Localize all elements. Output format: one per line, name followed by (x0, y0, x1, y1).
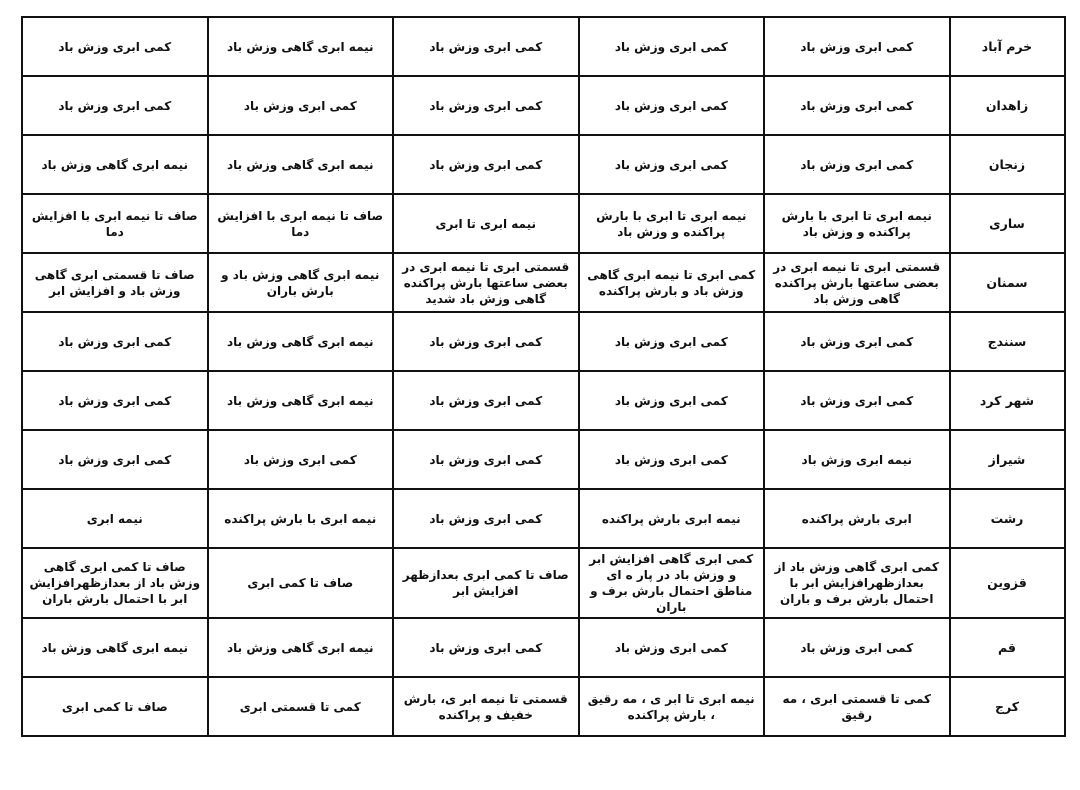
forecast-cell: کمی ابری وزش باد (579, 312, 765, 371)
forecast-cell: کمی ابری وزش باد (22, 17, 208, 76)
table-row (22, 489, 1065, 548)
forecast-cell: کمی ابری وزش باد (393, 618, 579, 677)
forecast-cell: نیمه ابری گاهی وزش باد (208, 312, 394, 371)
forecast-cell: نیمه ابری تا ابری (393, 194, 579, 253)
table-row (22, 135, 1065, 194)
forecast-cell: کمی ابری وزش باد (208, 76, 394, 135)
forecast-cell: قسمتی تا نیمه ابر ی، بارش خفیف و پراکنده (393, 677, 579, 736)
forecast-cell: کمی ابری گاهی افزایش ابر و وزش باد در پار ه ای مناطق احتمال بارش برف و باران (579, 548, 765, 618)
city-name-cell: زنجان (950, 135, 1065, 194)
city-name-cell: شهر کرد (950, 371, 1065, 430)
forecast-cell: نیمه ابری گاهی وزش باد (208, 135, 394, 194)
table-row (22, 677, 1065, 736)
city-name-cell: سنندج (950, 312, 1065, 371)
forecast-cell: نیمه ابری گاهی وزش باد (22, 618, 208, 677)
forecast-cell: کمی ابری وزش باد (393, 17, 579, 76)
forecast-cell: کمی ابری وزش باد (22, 371, 208, 430)
forecast-cell: صاف تا کمی ابری بعدازظهر افزایش ابر (393, 548, 579, 618)
forecast-cell: صاف تا نیمه ابری با افزایش دما (22, 194, 208, 253)
forecast-cell: کمی ابری وزش باد (579, 618, 765, 677)
forecast-cell: کمی ابری وزش باد (764, 618, 950, 677)
forecast-cell: صاف تا نیمه ابری با افزایش دما (208, 194, 394, 253)
forecast-cell: نیمه ابری گاهی وزش باد و بارش باران (208, 253, 394, 312)
forecast-cell: کمی ابری وزش باد (579, 371, 765, 430)
table-row (22, 371, 1065, 430)
city-name-cell: زاهدان (950, 76, 1065, 135)
forecast-cell: نیمه ابری با بارش پراکنده (208, 489, 394, 548)
forecast-cell: نیمه ابری تا ابری با بارش پراکنده و وزش باد (579, 194, 765, 253)
forecast-cell: قسمتی ابری تا نیمه ابری در بعضی ساعتها بارش پراکنده گاهی وزش باد شدید (393, 253, 579, 312)
weather-forecast-table (21, 16, 1066, 737)
forecast-cell: کمی تا قسمتی ابری (208, 677, 394, 736)
table-row (22, 253, 1065, 312)
forecast-cell: نیمه ابری گاهی وزش باد (208, 618, 394, 677)
forecast-cell: کمی ابری وزش باد (393, 76, 579, 135)
forecast-table-container (21, 16, 1066, 737)
forecast-cell: کمی ابری وزش باد (579, 430, 765, 489)
forecast-cell: نیمه ابری گاهی وزش باد (22, 135, 208, 194)
table-row (22, 430, 1065, 489)
forecast-cell: کمی ابری وزش باد (22, 430, 208, 489)
forecast-cell: صاف تا کمی ابری (208, 548, 394, 618)
forecast-cell: نیمه ابری گاهی وزش باد (208, 371, 394, 430)
city-name-cell: کرج (950, 677, 1065, 736)
forecast-cell: کمی ابری گاهی وزش باد از بعدازظهرافزایش ابر با احتمال بارش برف و باران (764, 548, 950, 618)
forecast-cell: صاف تا کمی ابری گاهی وزش باد از بعدازظهرافزایش ابر با احتمال بارش باران (22, 548, 208, 618)
city-name-cell: ساری (950, 194, 1065, 253)
forecast-cell: کمی ابری وزش باد (764, 17, 950, 76)
forecast-cell: کمی ابری وزش باد (579, 17, 765, 76)
table-row (22, 194, 1065, 253)
forecast-cell: کمی ابری وزش باد (579, 76, 765, 135)
forecast-cell: کمی ابری وزش باد (208, 430, 394, 489)
forecast-cell: کمی ابری وزش باد (764, 371, 950, 430)
forecast-cell: کمی ابری وزش باد (393, 371, 579, 430)
forecast-cell: کمی ابری وزش باد (393, 135, 579, 194)
forecast-cell: نیمه ابری گاهی وزش باد (208, 17, 394, 76)
forecast-cell: کمی ابری وزش باد (393, 312, 579, 371)
forecast-cell: قسمتی ابری تا نیمه ابری در بعضی ساعتها بارش پراکنده گاهی وزش باد (764, 253, 950, 312)
forecast-cell: نیمه ابری تا ابری با بارش پراکنده و وزش باد (764, 194, 950, 253)
forecast-cell: ابری بارش پراکنده (764, 489, 950, 548)
table-row (22, 618, 1065, 677)
forecast-cell: کمی ابری وزش باد (22, 76, 208, 135)
city-name-cell: رشت (950, 489, 1065, 548)
city-name-cell: سمنان (950, 253, 1065, 312)
forecast-cell: کمی ابری وزش باد (579, 135, 765, 194)
forecast-cell: کمی ابری وزش باد (393, 430, 579, 489)
forecast-cell: کمی ابری وزش باد (393, 489, 579, 548)
table-row (22, 312, 1065, 371)
table-row (22, 548, 1065, 618)
city-name-cell: شیراز (950, 430, 1065, 489)
forecast-cell: کمی ابری تا نیمه ابری گاهی وزش باد و بارش پراکنده (579, 253, 765, 312)
forecast-cell: کمی تا قسمتی ابری ، مه رقیق (764, 677, 950, 736)
table-row (22, 76, 1065, 135)
forecast-cell: کمی ابری وزش باد (764, 312, 950, 371)
forecast-cell: کمی ابری وزش باد (764, 135, 950, 194)
forecast-cell: صاف تا قسمتی ابری گاهی وزش باد و افزایش ابر (22, 253, 208, 312)
forecast-cell: کمی ابری وزش باد (22, 312, 208, 371)
forecast-cell: نیمه ابری وزش باد (764, 430, 950, 489)
city-name-cell: قم (950, 618, 1065, 677)
forecast-cell: نیمه ابری (22, 489, 208, 548)
city-name-cell: قزوین (950, 548, 1065, 618)
city-name-cell: خرم آباد (950, 17, 1065, 76)
forecast-cell: صاف تا کمی ابری (22, 677, 208, 736)
forecast-cell: نیمه ابری تا ابر ی ، مه رقیق ، بارش پراکنده (579, 677, 765, 736)
forecast-cell: نیمه ابری بارش پراکنده (579, 489, 765, 548)
forecast-cell: کمی ابری وزش باد (764, 76, 950, 135)
table-row (22, 17, 1065, 76)
